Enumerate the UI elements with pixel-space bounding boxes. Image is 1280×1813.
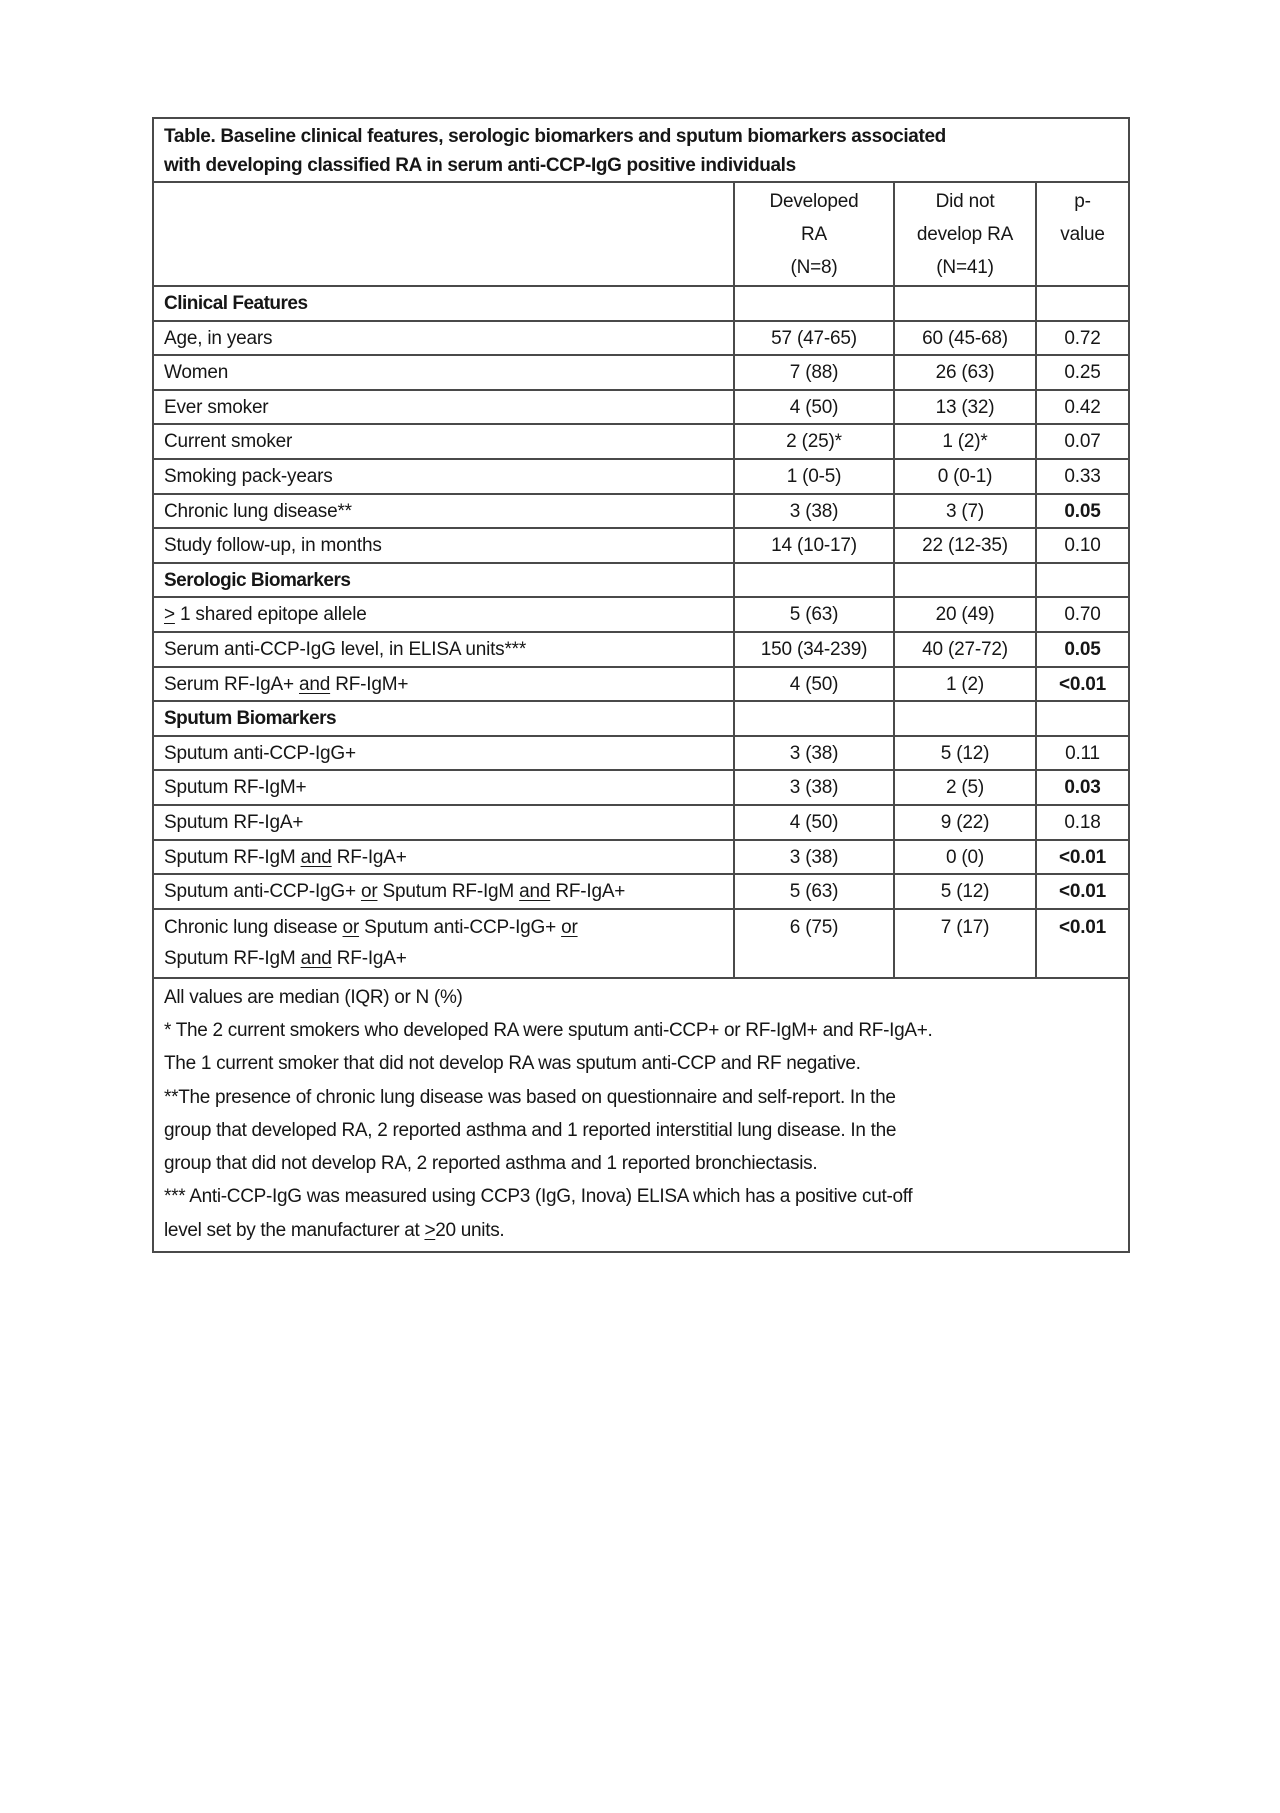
row-label (154, 460, 735, 493)
table-body (154, 287, 1128, 977)
footnote-line (164, 1180, 1118, 1213)
developed-ra-value: 5 (63) (735, 598, 895, 631)
section-header-row (154, 564, 1128, 599)
row-label (154, 322, 735, 355)
footnote-line (164, 1014, 1118, 1047)
p-value: 0.10 (1064, 535, 1101, 557)
label-text: Age, in years (164, 327, 273, 349)
did-not-develop-ra-value: 60 (45-68) (895, 322, 1037, 355)
did-not-develop-ra-value: 2 (5) (895, 771, 1037, 804)
did-not-develop-ra-value: 40 (27-72) (895, 633, 1037, 666)
footnote-line (164, 981, 1118, 1014)
label-text: RF-IgA+ (331, 846, 407, 868)
empty-cell (735, 287, 895, 320)
empty-cell (1037, 564, 1128, 597)
label-text: 1 shared epitope allele (174, 604, 367, 626)
label-text: Serum RF-IgA+ (164, 673, 299, 695)
header-did-not-develop-ra (895, 183, 1037, 285)
table-footnotes (154, 977, 1128, 1251)
developed-ra-value: 57 (47-65) (735, 322, 895, 355)
developed-ra-value: 3 (38) (735, 495, 895, 528)
developed-ra-value: 3 (38) (735, 771, 895, 804)
results-table (152, 117, 1130, 1253)
label-text: Chronic lung disease (164, 916, 343, 938)
did-not-develop-ra-value: 5 (12) (895, 875, 1037, 908)
underlined-text: and (299, 673, 331, 695)
row-label (154, 771, 735, 804)
developed-ra-value: 14 (10-17) (735, 529, 895, 562)
p-value: <0.01 (1058, 673, 1107, 695)
label-text: Current smoker (164, 431, 293, 453)
p-value: 0.05 (1064, 638, 1101, 660)
empty-cell (895, 564, 1037, 597)
did-not-develop-ra-value: 20 (49) (895, 598, 1037, 631)
developed-ra-value: 3 (38) (735, 737, 895, 770)
p-value: 0.25 (1064, 362, 1101, 384)
developed-ra-value: 7 (88) (735, 356, 895, 389)
row-label (154, 356, 735, 389)
table-row (154, 668, 1128, 703)
did-not-develop-ra-value: 0 (0) (895, 841, 1037, 874)
underlined-text: and (300, 846, 332, 868)
row-label (154, 495, 735, 528)
table-row (154, 875, 1128, 910)
did-not-develop-ra-value: 9 (22) (895, 806, 1037, 839)
p-value: <0.01 (1058, 881, 1107, 903)
row-label (154, 598, 735, 631)
did-not-develop-ra-value: 22 (12-35) (895, 529, 1037, 562)
underlined-text: > (164, 604, 175, 626)
header-text: value (1060, 224, 1105, 245)
did-not-develop-ra-value: 7 (17) (895, 910, 1037, 977)
header-text: p- (1074, 191, 1091, 212)
p-value: 0.07 (1064, 431, 1101, 453)
empty-cell (895, 702, 1037, 735)
section-title: Sputum Biomarkers (154, 702, 735, 735)
label-text: Ever smoker (164, 396, 269, 418)
table-row (154, 425, 1128, 460)
label-text: Sputum anti-CCP-IgG+ (164, 881, 361, 903)
did-not-develop-ra-value: 1 (2)* (895, 425, 1037, 458)
row-label (154, 633, 735, 666)
did-not-develop-ra-value: 1 (2) (895, 668, 1037, 701)
table-title (154, 119, 1128, 183)
p-value: 0.33 (1064, 465, 1101, 487)
empty-cell (895, 287, 1037, 320)
p-value: <0.01 (1058, 846, 1107, 868)
underlined-text: > (424, 1219, 436, 1241)
section-title: Clinical Features (154, 287, 735, 320)
header-p-value (1037, 183, 1128, 285)
header-text: RA (801, 224, 827, 245)
label-text: Sputum anti-CCP-IgG+ (164, 742, 356, 764)
p-value: 0.11 (1065, 742, 1100, 764)
label-text: Sputum RF-IgM (164, 947, 301, 969)
section-header-row (154, 287, 1128, 322)
developed-ra-value: 4 (50) (735, 668, 895, 701)
label-text: Study follow-up, in months (164, 535, 382, 557)
header-text: develop RA (916, 224, 1014, 245)
empty-cell (735, 702, 895, 735)
label-text: Sputum RF-IgM (164, 846, 301, 868)
label-text: RF-IgM+ (330, 673, 409, 695)
label-text: Smoking pack-years (164, 465, 333, 487)
developed-ra-value: 3 (38) (735, 841, 895, 874)
table-row (154, 529, 1128, 564)
label-text: group that did not develop RA, 2 reported asthma and 1 reported bronchiectasis. (164, 1153, 818, 1175)
footnote-line (164, 1147, 1118, 1180)
p-value: 0.42 (1064, 396, 1101, 418)
did-not-develop-ra-value: 3 (7) (895, 495, 1037, 528)
label-text: Sputum RF-IgA+ (164, 811, 304, 833)
label-text: **The presence of chronic lung disease was based on questionnaire and self-report. In the (164, 1086, 896, 1108)
footnote-line (164, 1047, 1118, 1080)
footnote-line (164, 1081, 1118, 1114)
developed-ra-value: 5 (63) (735, 875, 895, 908)
table-row (154, 391, 1128, 426)
table-title-line: with developing classified RA in serum anti-CCP-IgG positive individuals (164, 155, 796, 176)
header-text: (N=8) (790, 257, 838, 278)
table-row (154, 633, 1128, 668)
label-text: Sputum anti-CCP-IgG+ (359, 916, 562, 938)
table-row (154, 771, 1128, 806)
label-text: All values are median (IQR) or N (%) (164, 986, 463, 1008)
label-text: Women (164, 362, 229, 384)
label-text: group that developed RA, 2 reported asthma and 1 reported interstitial lung disease. In the (164, 1119, 897, 1141)
row-label (154, 391, 735, 424)
did-not-develop-ra-value: 13 (32) (895, 391, 1037, 424)
table-row (154, 910, 1128, 977)
developed-ra-value: 2 (25)* (735, 425, 895, 458)
empty-cell (1037, 287, 1128, 320)
p-value: 0.18 (1064, 811, 1101, 833)
developed-ra-value: 1 (0-5) (735, 460, 895, 493)
header-text: (N=41) (936, 257, 994, 278)
header-text: Did not (935, 191, 995, 212)
label-text: RF-IgA+ (550, 881, 626, 903)
underlined-text: or (342, 916, 360, 938)
label-text: RF-IgA+ (331, 947, 407, 969)
did-not-develop-ra-value: 0 (0-1) (895, 460, 1037, 493)
underlined-text: or (561, 916, 578, 938)
developed-ra-value: 150 (34-239) (735, 633, 895, 666)
row-label (154, 529, 735, 562)
table-row (154, 356, 1128, 391)
row-label (154, 875, 735, 908)
label-text: Sputum RF-IgM (377, 881, 520, 903)
row-label (154, 910, 735, 977)
row-label (154, 841, 735, 874)
table-row (154, 737, 1128, 772)
developed-ra-value: 4 (50) (735, 391, 895, 424)
header-developed-ra (735, 183, 895, 285)
label-text: * The 2 current smokers who developed RA were sputum anti-CCP+ or RF-IgM+ and RF-IgA+. (164, 1019, 933, 1041)
empty-cell (1037, 702, 1128, 735)
underlined-text: and (300, 947, 332, 969)
row-label (154, 425, 735, 458)
table-row (154, 495, 1128, 530)
row-label (154, 737, 735, 770)
table-row (154, 598, 1128, 633)
label-text: 20 units. (435, 1219, 505, 1241)
row-label (154, 806, 735, 839)
table-row (154, 322, 1128, 357)
did-not-develop-ra-value: 5 (12) (895, 737, 1037, 770)
label-text: Sputum RF-IgM+ (164, 777, 307, 799)
header-text: Developed (769, 191, 859, 212)
label-text: level set by the manufacturer at (164, 1219, 425, 1241)
footnote-line (164, 1114, 1118, 1147)
developed-ra-value: 4 (50) (735, 806, 895, 839)
label-text: *** Anti-CCP-IgG was measured using CCP3 (IgG, Inova) ELISA which has a positive cut-off (164, 1186, 913, 1208)
empty-cell (735, 564, 895, 597)
label-text: Chronic lung disease** (164, 500, 352, 522)
footnote-line (164, 1214, 1118, 1247)
label-text: The 1 current smoker that did not develop RA was sputum anti-CCP and RF negative. (164, 1053, 861, 1075)
developed-ra-value: 6 (75) (735, 910, 895, 977)
table-row (154, 806, 1128, 841)
section-title: Serologic Biomarkers (154, 564, 735, 597)
p-value: 0.03 (1064, 777, 1101, 799)
table-row (154, 841, 1128, 876)
table-row (154, 460, 1128, 495)
underlined-text: and (519, 881, 551, 903)
p-value: 0.05 (1064, 500, 1101, 522)
section-header-row (154, 702, 1128, 737)
row-label (154, 668, 735, 701)
p-value: 0.70 (1064, 604, 1101, 626)
underlined-text: or (360, 881, 378, 903)
header-label-cell (154, 183, 735, 285)
did-not-develop-ra-value: 26 (63) (895, 356, 1037, 389)
table-title-line: Table. Baseline clinical features, serologic biomarkers and sputum biomarkers associated (164, 126, 946, 147)
table-header-row (154, 183, 1128, 287)
p-value: <0.01 (1058, 916, 1107, 938)
p-value: 0.72 (1064, 327, 1101, 349)
label-text: Serum anti-CCP-IgG level, in ELISA units*** (164, 638, 527, 660)
